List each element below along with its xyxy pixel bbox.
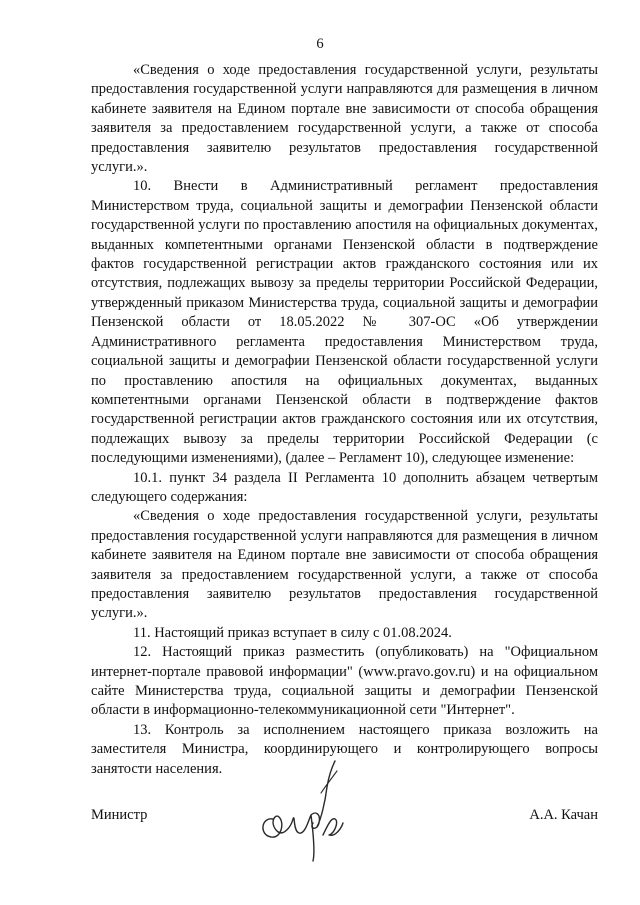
document-body (91, 61, 598, 779)
paragraph-item-13: 13. Контроль за исполнением настоящего приказа возложить на заместителя Министра, координирующего и контролирующего вопросы занятости населения. (91, 721, 598, 777)
page-number: 6 (316, 36, 324, 52)
paragraph-item-12: 12. Настоящий приказ разместить (опубликовать) на "Официальном интернет-портале правовой информации" (www.pravo.gov.ru) и на официальном сайте Министерства труда, социальной защиты и демографии Пензенской области в информационно-телекоммуникационной сети "Интернет". (91, 644, 598, 719)
paragraph-item-10: 10. Внести в Административный регламент предоставления Министерством труда, социальной защиты и демографии Пензенской области государственной услуги по проставлению апостиля на официальных документах, выданных компетентными органами Пензенской области в подтверждение фактов государственной регистрации актов гражданского состояния или их отсутствия, подлежащих вывозу за пределы территории Российской Федерации, утвержденный приказом Министерства труда, социальной защиты и демографии Пензенской области от 18.05.2022 № 307-ОС «Об утверждении Административного регламента предоставления Министерством труда, социальной защиты и демографии Пензенской области государственной услуги по проставлению апостиля на официальных документах, выданных компетентными органами Пензенской области в подтверждение фактов государственной регистрации актов гражданского состояния или их отсутствия, подлежащих вывозу за пределы территории Российской Федерации (с последующими изменениями), (далее – Регламент 10), следующее изменение: (91, 178, 598, 467)
signer-position: Министр (91, 807, 148, 823)
signer-name: А.А. Качан (529, 807, 598, 823)
signature-block (91, 797, 598, 837)
paragraph-item-10-1: 10.1. пункт 34 раздела II Регламента 10 дополнить абзацем четвертым следующего содержания: (91, 469, 598, 505)
paragraph-quote-2: «Сведения о ходе предоставления государственной услуги, результаты предоставления государственной услуги направляются для размещения в личном кабинете заявителя на Едином портале вне зависимости от способа обращения заявителя за предоставлением государственной услуги, а также от способа предоставления заявителю результатов предоставления государственной услуги.». (91, 508, 598, 622)
paragraph-quote-1: «Сведения о ходе предоставления государственной услуги, результаты предоставления государственной услуги направляются для размещения в личном кабинете заявителя на Едином портале вне зависимости от способа обращения заявителя за предоставлением государственной услуги, а также от способа предоставления заявителю результатов предоставления государственной услуги.». (91, 62, 598, 176)
handwritten-signature (251, 757, 361, 867)
paragraph-item-11: 11. Настоящий приказ вступает в силу с 01.08.2024. (133, 624, 452, 641)
